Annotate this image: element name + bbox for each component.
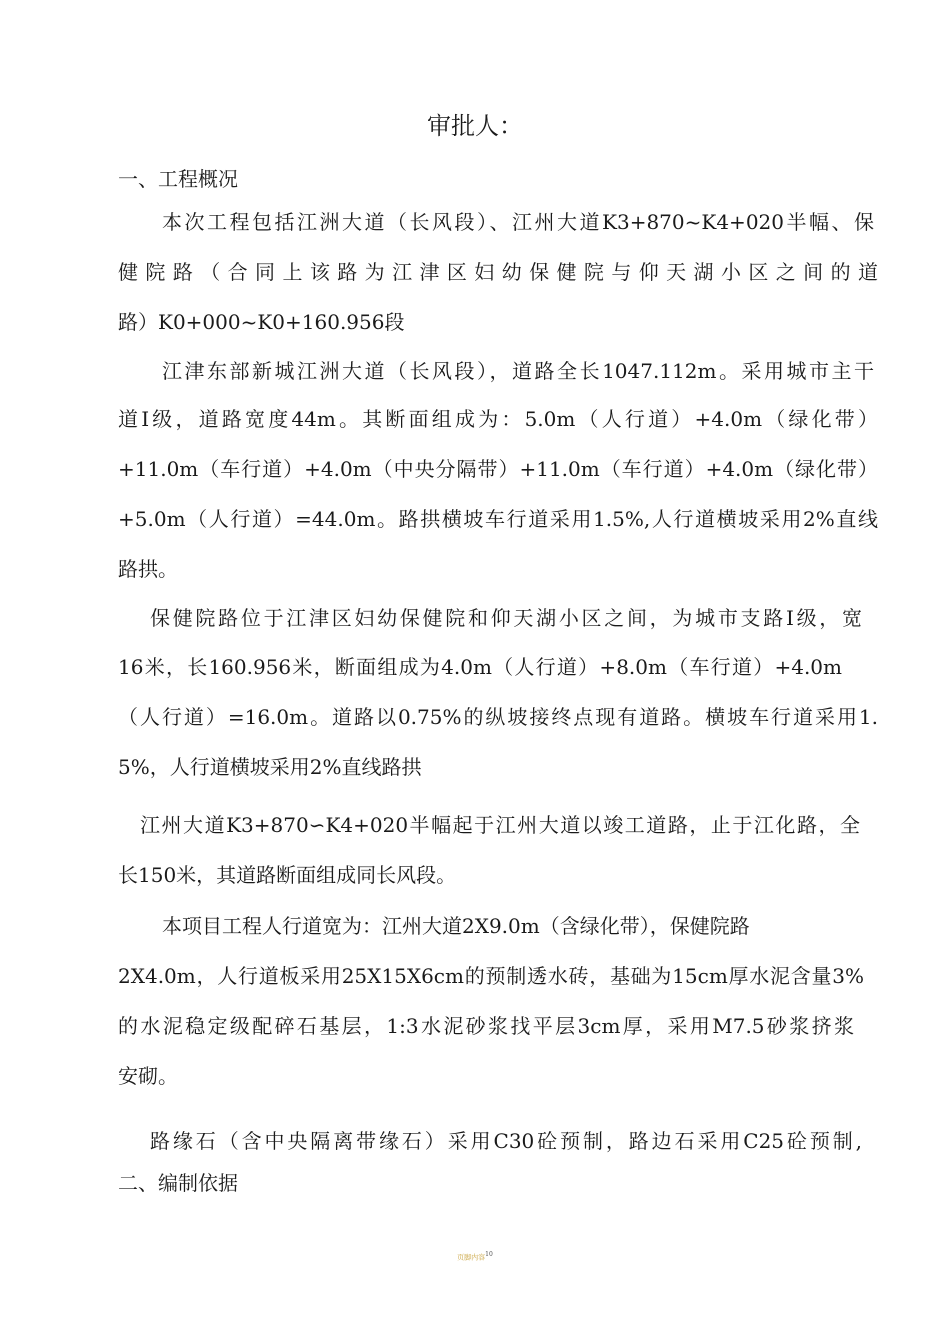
paragraph-line: 江津东部新城江洲大道（长风段），道路全长1047.112m。采用城市主干 — [162, 359, 874, 383]
paragraph-line: +5.0m（人行道）=44.0m。路拱横坡车行道采用1.5%,人行道横坡采用2%直线 — [118, 507, 878, 531]
paragraph-line: 16米，长160.956米，断面组成为4.0m（人行道）+8.0m（车行道）+4.0m — [118, 655, 842, 679]
footer-text: 页脚内容 — [457, 1253, 486, 1262]
paragraph-line: 道Ⅰ级，道路宽度44m。其断面组成为：5.0m（人行道）+4.0m（绿化带） — [118, 407, 878, 431]
paragraph-line: 路缘石（含中央隔离带缘石）采用C30砼预制，路边石采用C25砼预制, — [150, 1129, 862, 1153]
paragraph-line: 保健院路位于江津区妇幼保健院和仰天湖小区之间，为城市支路Ⅰ级，宽 — [150, 606, 862, 630]
page-title: 审批人： — [427, 112, 523, 140]
paragraph-line: 本项目工程人行道宽为：江州大道2X9.0m（含绿化带），保健院路 — [162, 914, 750, 938]
paragraph-line: 路拱。 — [118, 557, 178, 581]
paragraph-line: 5%，人行道横坡采用2%直线路拱 — [118, 755, 422, 779]
section-heading-overview: 一、工程概况 — [118, 167, 238, 191]
paragraph-line: 2X4.0m，人行道板采用25X15X6cm的预制透水砖，基础为15cm厚水泥含量3% — [118, 964, 864, 988]
page-footer — [0, 1250, 950, 1262]
page-number: 10 — [485, 1251, 493, 1258]
paragraph-line: 安砌。 — [118, 1064, 178, 1088]
paragraph-line: 路）K0+000~K0+160.956段 — [118, 310, 405, 334]
paragraph-line: 本次工程包括江洲大道（长风段）、江州大道K3+870~K4+020半幅、保 — [162, 210, 874, 234]
section-heading-basis: 二、编制依据 — [118, 1171, 238, 1195]
paragraph-line: 的水泥稳定级配碎石基层，1:3水泥砂浆找平层3cm厚，采用M7.5砂浆挤浆 — [118, 1014, 854, 1038]
paragraph-line: 江州大道K3+870∽K4+020半幅起于江州大道以竣工道路，止于江化路，全 — [140, 813, 860, 837]
paragraph-line: 健院路（合同上该路为江津区妇幼保健院与仰天湖小区之间的道 — [118, 260, 878, 284]
paragraph-line: 长150米，其道路断面组成同长风段。 — [118, 863, 457, 887]
paragraph-line: （人行道）=16.0m。道路以0.75%的纵坡接终点现有道路。横坡车行道采用1. — [118, 705, 878, 729]
paragraph-line: +11.0m（车行道）+4.0m（中央分隔带）+11.0m（车行道）+4.0m（绿化带） — [118, 457, 878, 481]
